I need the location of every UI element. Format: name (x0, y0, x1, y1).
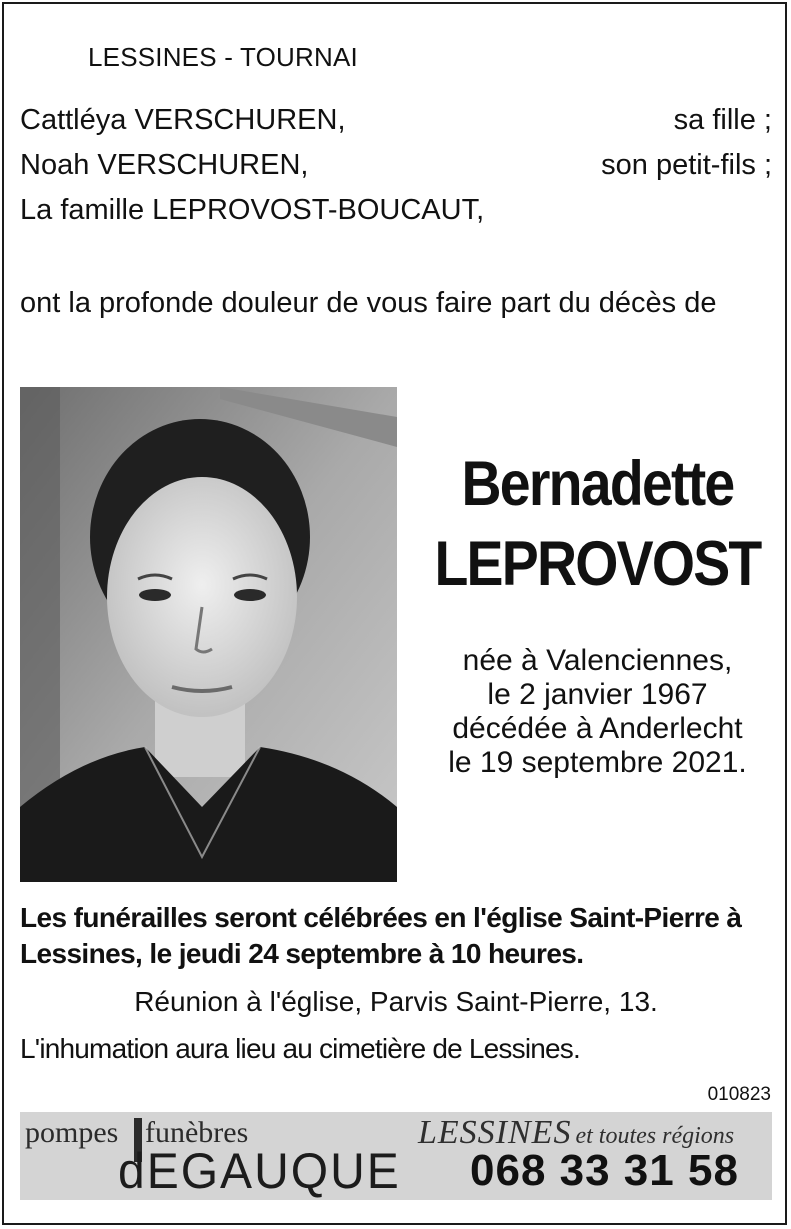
family-member-name: Noah VERSCHUREN, (20, 149, 309, 181)
deceased-first-name: Bernadette (461, 449, 734, 519)
family-member-relation: son petit-fils ; (601, 149, 772, 181)
family-member-row (20, 194, 772, 227)
birth-place: née à Valenciennes, (462, 644, 733, 677)
portrait-illustration (20, 387, 397, 882)
ad-region-main: LESSINES (418, 1114, 572, 1151)
ad-label-right: funèbres (145, 1116, 249, 1149)
deceased-bio (410, 644, 785, 780)
reference-number: 010823 (707, 1084, 771, 1105)
birth-date: le 2 janvier 1967 (487, 678, 708, 711)
announcement-text: ont la profonde douleur de vous faire part du décès de (20, 287, 717, 319)
funeral-home-ad (20, 1112, 772, 1200)
death-place: décédée à Anderlecht (452, 712, 743, 745)
meeting-text: Réunion à l'église, Parvis Saint-Pierre, 13. (134, 986, 658, 1017)
location-header: LESSINES - TOURNAI (88, 42, 358, 72)
ad-phone-number: 068 33 31 58 (470, 1146, 739, 1195)
death-date: le 19 septembre 2021. (448, 746, 747, 779)
ad-region-sub: et toutes régions (575, 1123, 735, 1149)
funeral-ceremony-text: Les funérailles seront célébrées en l'église Saint-Pierre à Lessines, le jeudi 24 septembre à 10 heures. (20, 902, 742, 969)
ad-label-left: pompes (25, 1116, 119, 1149)
deceased-portrait-photo (20, 387, 397, 882)
ad-brand-logo: dEGAUQUE (118, 1143, 401, 1200)
burial-text: L'inhumation aura lieu au cimetière de Lessines. (20, 1033, 580, 1064)
deceased-last-name: LEPROVOST (434, 529, 761, 599)
family-member-name: La famille LEPROVOST-BOUCAUT, (20, 194, 485, 226)
family-member-relation: sa fille ; (673, 104, 772, 136)
family-member-name: Cattléya VERSCHUREN, (20, 104, 346, 136)
family-member-row (20, 104, 772, 137)
family-member-row (20, 149, 772, 182)
